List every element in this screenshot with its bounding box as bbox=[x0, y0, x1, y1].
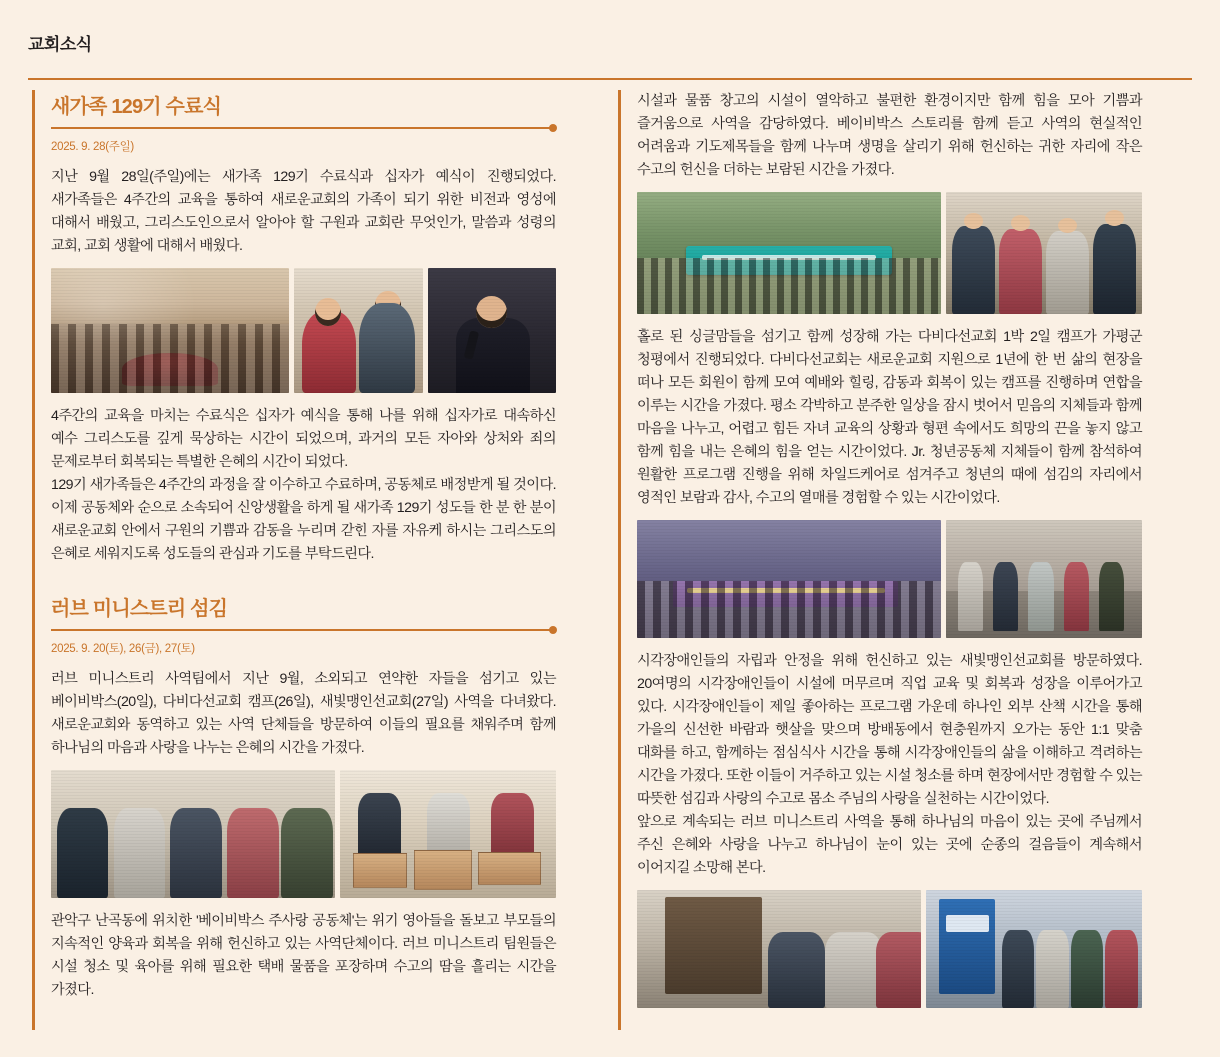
photo-packing-supplies bbox=[340, 770, 556, 898]
article-paragraph: 4주간의 교육을 마치는 수료식은 십자가 예식을 통해 나를 위해 십자가로 대속하신 예수 그리스도를 깊게 묵상하는 시간이 되었으며, 과거의 모든 자아와 상처와 죄의 문제로부터 회복되는 특별한 은혜의 시간이 되었다. bbox=[51, 408, 556, 470]
article-date: 2025. 9. 20(토), 26(금), 27(토) bbox=[51, 643, 195, 655]
photo-poster-group bbox=[926, 890, 1142, 1008]
page-title: 교회소식 bbox=[28, 35, 92, 54]
article-paragraph: 지난 9월 28일(주일)에는 새가족 129기 수료식과 십자가 예식이 진행되었다. 새가족들은 4주간의 교육을 통하여 새로운교회의 가족이 되기 위한 비전과 영성에 대해서 배웠고, 그리스도인으로서 알아야 할 구원과 교회란 무엇인가, 말씀과 성령의 교회, 교회 생활에 대해서 배웠다. bbox=[51, 169, 556, 254]
article-title: 러브 미니스트리 섬김 bbox=[51, 598, 228, 620]
photo-four-people-standing bbox=[946, 192, 1142, 314]
photo-strip bbox=[51, 268, 556, 393]
photo-strip bbox=[637, 890, 1142, 1008]
article-paragraph: 시설과 물품 창고의 시설이 열악하고 불편한 환경이지만 함께 힘을 모아 기쁨과 즐거움으로 사역을 감당하였다. 베이비박스 스토리를 함께 듣고 사역의 현실적인 어려움과 기도제목들을 함께 나누며 생명을 살리기 위해 헌신하는 귀한 자리에 작은 수고의 헌신을 더하는 보람된 시간을 가졌다. bbox=[637, 93, 1142, 178]
header-divider bbox=[28, 78, 1192, 80]
photo-outdoor-walk bbox=[946, 520, 1142, 638]
left-column bbox=[32, 90, 556, 1030]
article-paragraph: 앞으로 계속되는 러브 미니스트리 사역을 통해 하나님의 마음이 있는 곳에 주님께서 주신 은혜와 사랑을 나누고 하나님이 눈이 있는 곳에 순종의 걸음들이 계속해서 이어지길 소망해 본다. bbox=[637, 814, 1142, 876]
photo-strip bbox=[637, 520, 1142, 638]
article-title: 새가족 129기 수료식 bbox=[51, 96, 222, 118]
title-divider bbox=[51, 127, 556, 129]
photo-two-members-smiling bbox=[294, 268, 422, 393]
photo-strip bbox=[637, 192, 1142, 314]
photo-love-ministry-visit bbox=[51, 770, 335, 898]
photo-graduation-group bbox=[51, 268, 289, 393]
right-column bbox=[618, 90, 1142, 1030]
article-love-ministry bbox=[51, 592, 556, 1002]
article-paragraph: 관악구 난곡동에 위치한 '베이비박스 주사랑 공동체'는 위기 영아들을 돌보고 부모들의 지속적인 양육과 회복을 위해 헌신하고 있는 사역단체이다. 러브 미니스트리 팀원들은 시설 청소 및 육아를 위해 필요한 택배 물품을 포장하며 수고의 땀을 흘리는 시간을 가졌다. bbox=[51, 913, 556, 998]
article-paragraph: 129기 새가족들은 4주간의 과정을 잘 이수하고 수료하며, 공동체로 배정받게 될 것이다. 이제 공동체와 순으로 소속되어 신앙생활을 하게 될 새가족 129기 성도들 한 분 한 분이 새로운교회 안에서 구원의 기쁨과 감동을 누리며 갇힌 자를 자유케 하시는 그리스도의 은혜로 세워지도록 성도들의 관심과 기도를 부탁드린다. bbox=[51, 477, 556, 562]
article-new-family-graduation bbox=[51, 90, 556, 566]
photo-camp-banner-group bbox=[637, 192, 941, 314]
title-divider bbox=[51, 629, 556, 631]
article-date: 2025. 9. 28(주일) bbox=[51, 141, 134, 153]
article-paragraph: 러브 미니스트리 사역팀에서 지난 9월, 소외되고 연약한 자들을 섬기고 있는 베이비박스(20일), 다비다선교회 캠프(26일), 새빛맹인선교회(27일) 사역을 다녀왔다. 새로운교회와 동역하고 있는 사역 단체들을 방문하여 이들의 필요를 채워주며 함께 하나님의 마음과 사랑을 나누는 은혜의 시간을 가졌다. bbox=[51, 671, 556, 756]
article-paragraph: 시각장애인들의 자립과 안정을 위해 헌신하고 있는 새빛맹인선교회를 방문하였다. 20여명의 시각장애인들이 시설에 머무르며 직업 교육 및 회복과 성장을 이루어가고 있다. 시각장애인들이 제일 좋아하는 프로그램 가운데 하나인 외부 산책 시간을 통해 가을의 신선한 바람과 햇살을 맞으며 방배동에서 현충원까지 오가는 동안 1:1 맞춤 대화를 하고, 함께하는 점심식사 시간을 통해 시각장애인들의 삶을 이해하고 격려하는 시간을 가졌다. 또한 이들이 거주하고 있는 시설 청소를 하며 현장에서만 경험할 수 있는 따뜻한 섬김과 사랑의 수고로 몸소 주님의 사랑을 실천하는 시간이었다. bbox=[637, 653, 1142, 807]
photo-door-visit-group bbox=[637, 890, 921, 1008]
page-header bbox=[0, 0, 1220, 82]
photo-strip bbox=[51, 770, 556, 898]
photo-mission-banner-group bbox=[637, 520, 941, 638]
photo-pastor-speaking bbox=[428, 268, 556, 393]
article-paragraph: 홀로 된 싱글맘들을 섬기고 함께 성장해 가는 다비다선교회 1박 2일 캠프가 가평군 청평에서 진행되었다. 다비다선교회는 새로운교회 지원으로 1년에 한 번 삶의 현장을 떠나 모든 회원이 함께 모여 예배와 힐링, 감동과 회복이 있는 캠프를 진행하며 연합을 이루는 시간을 가졌다. 평소 각박하고 분주한 일상을 잠시 벗어서 믿음의 지체들과 함께 마음을 나누고, 어렵고 힘든 자녀 교육의 상황과 형편 속에서도 희망의 끈을 놓지 않고 함께 힘을 내는 은혜의 힘을 얻는 시간이었다. Jr. 청년공동체 지체들이 함께 참석하여 원활한 프로그램 진행을 위해 차일드케어로 섬겨주고 청년의 때에 섬김의 자리에서 영적인 보람과 감사, 수고의 열매를 경험할 수 있는 시간이었다. bbox=[637, 329, 1142, 506]
